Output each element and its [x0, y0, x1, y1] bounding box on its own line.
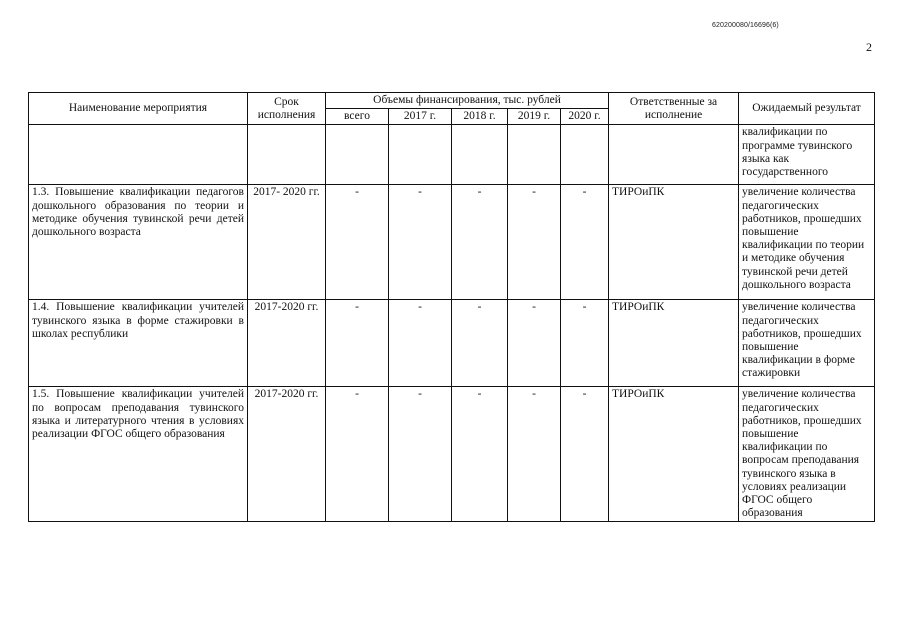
header-result: Ожидаемый результат [739, 93, 875, 125]
cell-funding-2018: - [452, 387, 508, 522]
table-row [29, 125, 875, 185]
header-responsible: Ответственные за исполнение [609, 93, 739, 125]
cell-funding-2019 [508, 125, 561, 185]
document-code: 620200080/16696(6) [712, 22, 779, 29]
cell-result: квалификации по программе тувинского языка как государственного [739, 125, 875, 185]
cell-funding-total [326, 125, 389, 185]
cell-funding-2018: - [452, 185, 508, 300]
cell-funding-2020 [561, 125, 609, 185]
cell-term: 2017-2020 гг. [248, 300, 326, 387]
cell-funding-2018: - [452, 300, 508, 387]
page-number: 2 [866, 40, 872, 54]
cell-term: 2017-2020 гг. [248, 387, 326, 522]
cell-result: увеличение количества педагогических работников, прошедших повышение квалификации по теории и методике обучения тувинской речи детей дошкольного возраста [739, 185, 875, 300]
cell-responsible: ТИРОиПК [609, 185, 739, 300]
cell-funding-2020: - [561, 185, 609, 300]
cell-result: увеличение количества педагогических работников, прошедших повышение квалификации в форме стажировки [739, 300, 875, 387]
events-table [28, 92, 875, 522]
cell-funding-2017: - [389, 387, 452, 522]
cell-name: 1.3. Повышение квалификации педагогов дошкольного образования по теории и методике обучения тувинской речи детей дошкольного возраста [29, 185, 248, 300]
cell-funding-2020: - [561, 300, 609, 387]
cell-funding-total: - [326, 185, 389, 300]
cell-funding-total: - [326, 300, 389, 387]
cell-funding-2017: - [389, 185, 452, 300]
cell-name [29, 125, 248, 185]
cell-funding-2019: - [508, 300, 561, 387]
cell-funding-2018 [452, 125, 508, 185]
header-funding-2019: 2019 г. [508, 109, 561, 125]
cell-funding-2019: - [508, 185, 561, 300]
table-row [29, 387, 875, 522]
cell-funding-total: - [326, 387, 389, 522]
cell-funding-2017 [389, 125, 452, 185]
header-funding-2017: 2017 г. [389, 109, 452, 125]
header-name: Наименование мероприятия [29, 93, 248, 125]
cell-responsible [609, 125, 739, 185]
header-funding-2020: 2020 г. [561, 109, 609, 125]
header-funding: Объемы финансирования, тыс. рублей [326, 93, 609, 109]
table-row [29, 185, 875, 300]
header-funding-2018: 2018 г. [452, 109, 508, 125]
cell-name: 1.4. Повышение квалификации учителей тувинского языка в форме стажировки в школах республики [29, 300, 248, 387]
table-row [29, 300, 875, 387]
cell-funding-2020: - [561, 387, 609, 522]
cell-term: 2017- 2020 гг. [248, 185, 326, 300]
cell-funding-2017: - [389, 300, 452, 387]
header-term: Срок исполнения [248, 93, 326, 125]
header-row [29, 93, 875, 109]
cell-responsible: ТИРОиПК [609, 387, 739, 522]
cell-result: увеличение количества педагогических работников, прошедших повышение квалификации по вопросам преподавания тувинского языка в условиях реализации ФГОС общего образования [739, 387, 875, 522]
cell-funding-2019: - [508, 387, 561, 522]
cell-responsible: ТИРОиПК [609, 300, 739, 387]
header-funding-total: всего [326, 109, 389, 125]
cell-term [248, 125, 326, 185]
cell-name: 1.5. Повышение квалификации учителей по вопросам преподавания тувинского языка и литературного чтения в условиях реализации ФГОС общего образования [29, 387, 248, 522]
